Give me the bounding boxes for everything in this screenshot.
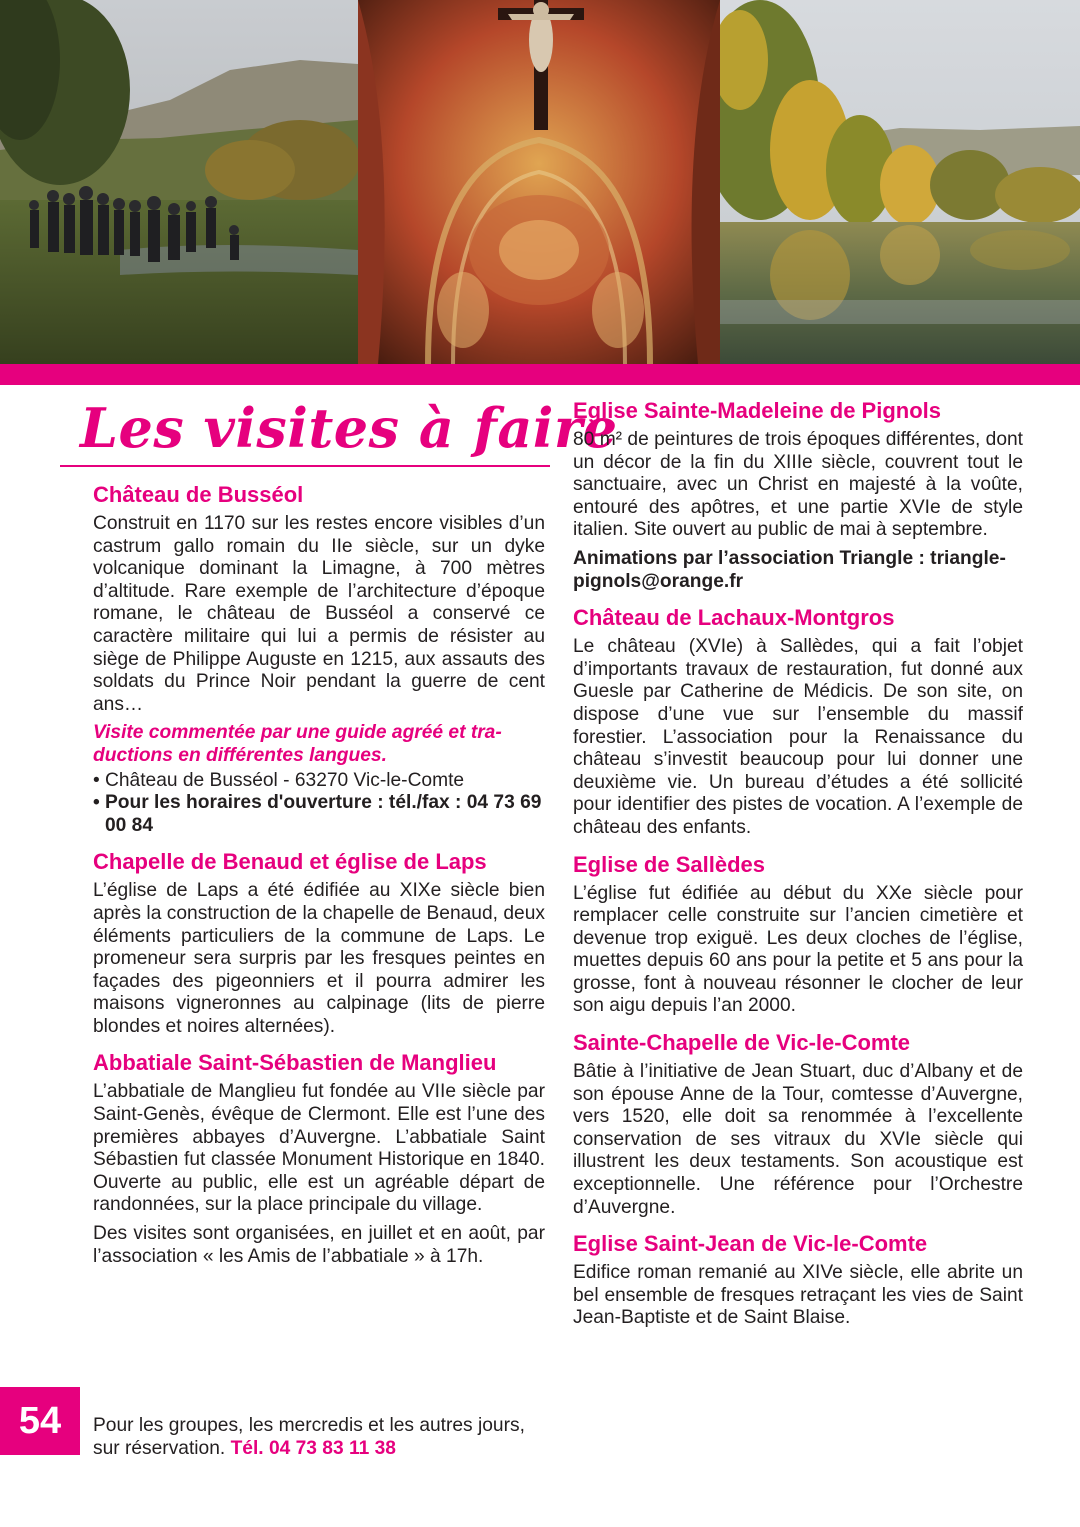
article-benaud [93,847,545,1038]
article-title: Eglise Sainte-Madeleine de Pignols [573,398,941,423]
heading-underline [60,465,550,467]
article-body: L’abbatiale de Manglieu fut fondée au VIIe siècle par Saint-Genès, évêque de Clermont. Elle est l’une des premières abbayes d’Auvergne. L’abbatiale Saint Sébastien fut classée Monument Historique en 1840. Ouverte au public, elle est un agréable départ de randonnées, sur la place principale du village. [93,1081,545,1216]
accent-bar [0,364,1080,385]
groups-text: Pour les groupes, les mercredis et les autres jours, sur réservation. [93,1415,525,1459]
article-title: Chapelle de Benaud et église de Laps [93,849,487,875]
article-pignols [573,396,1023,593]
hours-phone-item: • Pour les horaires d'ouverture : tél./fax : 04 73 69 00 84 [93,792,545,837]
article-body: Des visites sont organisées, en juillet et en août, par l’association « les Amis de l’abbatiale » à 17h. [93,1223,545,1267]
groups-phone: Tél. 04 73 83 11 38 [230,1437,396,1459]
address-item: • Château de Busséol - 63270 Vic-le-Comte [93,770,545,793]
info-list [93,770,545,838]
visit-note: Visite commentée par une guide agréé et traductions en différentes langues. [93,722,502,766]
article-body: L’église de Laps a été édifiée au XIXe siècle bien après la construction de la chapelle de Benaud, deux éléments particuliers de la commune de Laps. Le promeneur sera surpris par les fresques peintes en façades des pigeonniers et il pourra admirer les maisons vigneronnes au calpinage (lits de pierre blondes et noires alternées). [93,880,545,1037]
article-manglieu [93,1048,545,1268]
article-body: Edifice roman remanié au XIVe siècle, elle abrite un bel ensemble de fresques retraçant les vies de Saint Jean-Baptiste et de Saint Blaise. [573,1262,1023,1329]
photo-strip [0,0,1080,364]
article-body: Le château (XVIe) à Sallèdes, qui a fait l’objet d’importants travaux de restauration, fut donné aux Guesle par Catherine de Médicis. De son site, on dispose d’une vue sur l’ensemble du massif forestier. L’association pour la Renaissance du château s’investit beaucoup pour lui donner une deuxième vie. Un bureau d’études a été sollicité pour identifier des pistes de vocation. A l’exemple de château des enfants. [573,636,1023,838]
left-column [93,480,545,1278]
article-title: Abbatiale Saint-Sébastien de Manglieu [93,1050,497,1076]
article-title: Château de Busséol [93,482,304,507]
article-saint-jean [573,1229,1023,1330]
autumn-lake-photo [720,0,1080,364]
animation-contact: Animations par l’association Triangle : triangle-pignols@orange.fr [573,547,1006,592]
article-title: Château de Lachaux-Montgros [573,605,895,631]
article-body: L’église fut édifiée au début du XXe siècle pour remplacer celle construite sur l’ancien cimetière et devenue trop exiguë. Les deux cloches de l’église, muettes depuis 60 ans pour la petite et 5 ans pour la grosse, font à nouveau résonner le clocher de leur son aigu depuis l’an 2000. [573,882,1023,1017]
article-title: Sainte-Chapelle de Vic-le-Comte [573,1030,911,1056]
article-title: Eglise de Sallèdes [573,851,765,877]
article-body: Bâtie à l’initiative de Jean Stuart, duc d’Albany et de son épouse Anne de la Tour, comtesse d’Auvergne, vers 1520, elle doit sa renommée à l’excellente conservation de ses vitraux du XVIe siècle qui illustrent les deux testaments. Son acoustique est exceptionnelle. Une référence pour l’Orchestre d’Auvergne. [573,1061,1023,1218]
right-column [573,396,1023,1340]
page-number: 54 [0,1387,80,1455]
section-heading [80,392,618,472]
article-lachaux [573,603,1023,839]
church-fresco-photo [358,0,720,364]
article-sainte-chapelle [573,1028,1023,1219]
groups-note [93,1415,545,1460]
group-visit-photo [0,0,358,364]
section-title: Les visites à faire [80,396,618,460]
article-busseol [93,480,545,837]
article-body: Construit en 1170 sur les restes encore visibles d’un castrum gallo romain du IIe siècle, sur un dyke volcanique dominant la Limagne, à 700 mètres d’altitude. Rare exemple de l’architecture d’époque romane, le château de Busséol a conservé ce caractère militaire qui lui a permis de résister au siège de Philippe Auguste en 1215, aux assauts des soldats du Prince Noir pendant la guerre de cent ans… [93,513,545,715]
article-body: 80 m² de peintures de trois époques différentes, dont un décor de la fin du XIIIe siècle, couvrent tout le sanctuaire, avec un Christ en majesté à la voûte, entouré des apôtres, et une partie XVIe de style italien. Site ouvert au public de mai à septembre. [573,429,1023,541]
article-salledes [573,850,1023,1019]
article-title: Eglise Saint-Jean de Vic-le-Comte [573,1231,928,1257]
